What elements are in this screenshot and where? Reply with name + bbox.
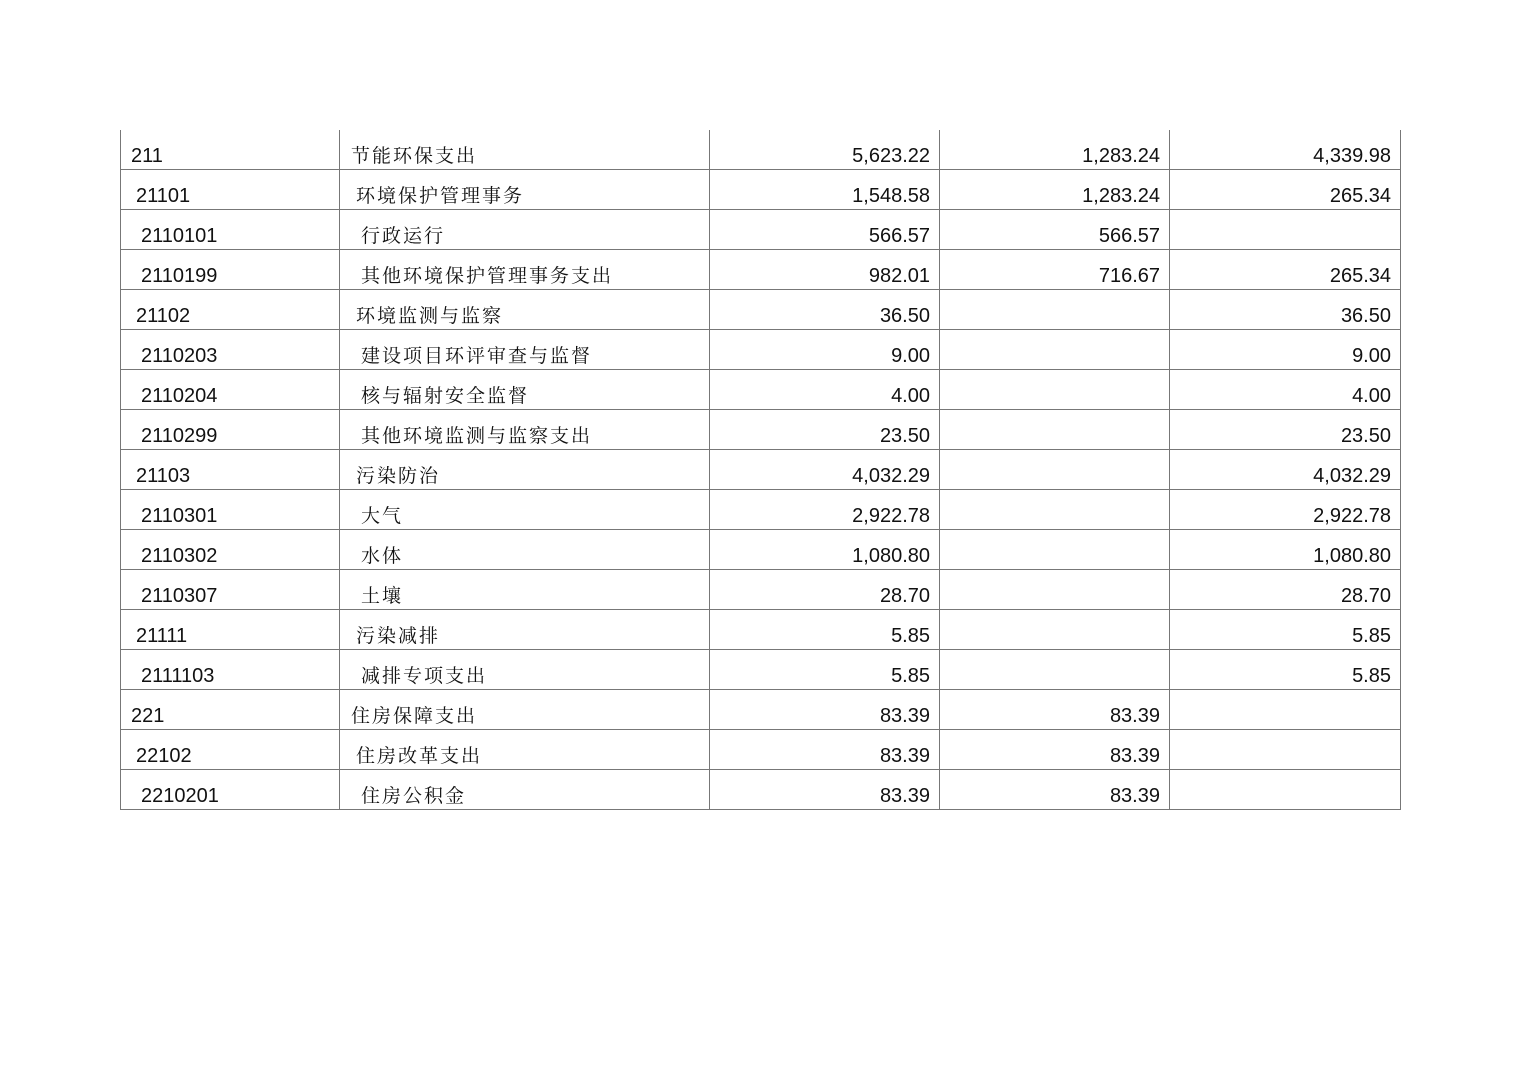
basic-expenditure-cell: [940, 370, 1170, 410]
total-amount-cell: 5.85: [710, 650, 940, 690]
account-name-cell: 核与辐射安全监督: [340, 370, 710, 410]
account-code-cell: 21101: [121, 170, 340, 210]
account-name-cell: 环境监测与监察: [340, 290, 710, 330]
expenditure-table-sheet: [120, 130, 1400, 810]
project-expenditure-cell: 265.34: [1170, 170, 1401, 210]
project-expenditure-cell: 36.50: [1170, 290, 1401, 330]
table-row: [121, 370, 1401, 410]
account-code-cell: 22102: [121, 730, 340, 770]
project-expenditure-cell: 23.50: [1170, 410, 1401, 450]
basic-expenditure-cell: [940, 290, 1170, 330]
account-name-cell: 污染减排: [340, 610, 710, 650]
total-amount-cell: 2,922.78: [710, 490, 940, 530]
basic-expenditure-cell: [940, 410, 1170, 450]
table-row: [121, 610, 1401, 650]
account-code-cell: 2110307: [121, 570, 340, 610]
table-row: [121, 770, 1401, 810]
project-expenditure-cell: [1170, 210, 1401, 250]
account-name-cell: 住房保障支出: [340, 690, 710, 730]
basic-expenditure-cell: [940, 490, 1170, 530]
account-code-cell: 2110101: [121, 210, 340, 250]
account-name-cell: 住房公积金: [340, 770, 710, 810]
basic-expenditure-cell: 83.39: [940, 690, 1170, 730]
basic-expenditure-cell: 1,283.24: [940, 130, 1170, 170]
project-expenditure-cell: 4.00: [1170, 370, 1401, 410]
table-row: [121, 730, 1401, 770]
total-amount-cell: 83.39: [710, 690, 940, 730]
project-expenditure-cell: 5.85: [1170, 610, 1401, 650]
basic-expenditure-cell: [940, 650, 1170, 690]
account-code-cell: 2110301: [121, 490, 340, 530]
account-code-cell: 2110199: [121, 250, 340, 290]
account-name-cell: 行政运行: [340, 210, 710, 250]
basic-expenditure-cell: 716.67: [940, 250, 1170, 290]
table-row: [121, 290, 1401, 330]
total-amount-cell: 566.57: [710, 210, 940, 250]
total-amount-cell: 36.50: [710, 290, 940, 330]
project-expenditure-cell: 4,339.98: [1170, 130, 1401, 170]
table-row: [121, 410, 1401, 450]
account-name-cell: 土壤: [340, 570, 710, 610]
account-code-cell: 21111: [121, 610, 340, 650]
account-name-cell: 污染防治: [340, 450, 710, 490]
project-expenditure-cell: 1,080.80: [1170, 530, 1401, 570]
account-name-cell: 节能环保支出: [340, 130, 710, 170]
account-code-cell: 211: [121, 130, 340, 170]
account-name-cell: 环境保护管理事务: [340, 170, 710, 210]
total-amount-cell: 4,032.29: [710, 450, 940, 490]
table-row: [121, 170, 1401, 210]
project-expenditure-cell: [1170, 730, 1401, 770]
basic-expenditure-cell: [940, 450, 1170, 490]
total-amount-cell: 83.39: [710, 770, 940, 810]
project-expenditure-cell: 9.00: [1170, 330, 1401, 370]
account-code-cell: 2110204: [121, 370, 340, 410]
account-name-cell: 其他环境监测与监察支出: [340, 410, 710, 450]
total-amount-cell: 4.00: [710, 370, 940, 410]
table-row: [121, 690, 1401, 730]
total-amount-cell: 5.85: [710, 610, 940, 650]
account-code-cell: 21102: [121, 290, 340, 330]
account-code-cell: 2111103: [121, 650, 340, 690]
account-name-cell: 水体: [340, 530, 710, 570]
account-code-cell: 2110203: [121, 330, 340, 370]
project-expenditure-cell: 265.34: [1170, 250, 1401, 290]
account-name-cell: 减排专项支出: [340, 650, 710, 690]
table-row: [121, 330, 1401, 370]
table-row: [121, 130, 1401, 170]
total-amount-cell: 83.39: [710, 730, 940, 770]
project-expenditure-cell: [1170, 690, 1401, 730]
table-row: [121, 450, 1401, 490]
basic-expenditure-cell: [940, 330, 1170, 370]
account-code-cell: 221: [121, 690, 340, 730]
table-row: [121, 250, 1401, 290]
project-expenditure-cell: 4,032.29: [1170, 450, 1401, 490]
account-code-cell: 2110299: [121, 410, 340, 450]
account-name-cell: 建设项目环评审查与监督: [340, 330, 710, 370]
basic-expenditure-cell: [940, 610, 1170, 650]
basic-expenditure-cell: [940, 570, 1170, 610]
basic-expenditure-cell: 566.57: [940, 210, 1170, 250]
total-amount-cell: 1,548.58: [710, 170, 940, 210]
project-expenditure-cell: [1170, 770, 1401, 810]
table-row: [121, 570, 1401, 610]
table-row: [121, 530, 1401, 570]
account-name-cell: 其他环境保护管理事务支出: [340, 250, 710, 290]
project-expenditure-cell: 2,922.78: [1170, 490, 1401, 530]
total-amount-cell: 9.00: [710, 330, 940, 370]
total-amount-cell: 1,080.80: [710, 530, 940, 570]
table-row: [121, 490, 1401, 530]
expenditure-table: [120, 130, 1401, 810]
total-amount-cell: 982.01: [710, 250, 940, 290]
total-amount-cell: 5,623.22: [710, 130, 940, 170]
account-code-cell: 21103: [121, 450, 340, 490]
basic-expenditure-cell: 83.39: [940, 730, 1170, 770]
total-amount-cell: 23.50: [710, 410, 940, 450]
account-code-cell: 2110302: [121, 530, 340, 570]
account-code-cell: 2210201: [121, 770, 340, 810]
project-expenditure-cell: 5.85: [1170, 650, 1401, 690]
project-expenditure-cell: 28.70: [1170, 570, 1401, 610]
basic-expenditure-cell: 83.39: [940, 770, 1170, 810]
table-row: [121, 650, 1401, 690]
total-amount-cell: 28.70: [710, 570, 940, 610]
table-body: [121, 130, 1401, 810]
basic-expenditure-cell: 1,283.24: [940, 170, 1170, 210]
account-name-cell: 住房改革支出: [340, 730, 710, 770]
table-row: [121, 210, 1401, 250]
basic-expenditure-cell: [940, 530, 1170, 570]
account-name-cell: 大气: [340, 490, 710, 530]
